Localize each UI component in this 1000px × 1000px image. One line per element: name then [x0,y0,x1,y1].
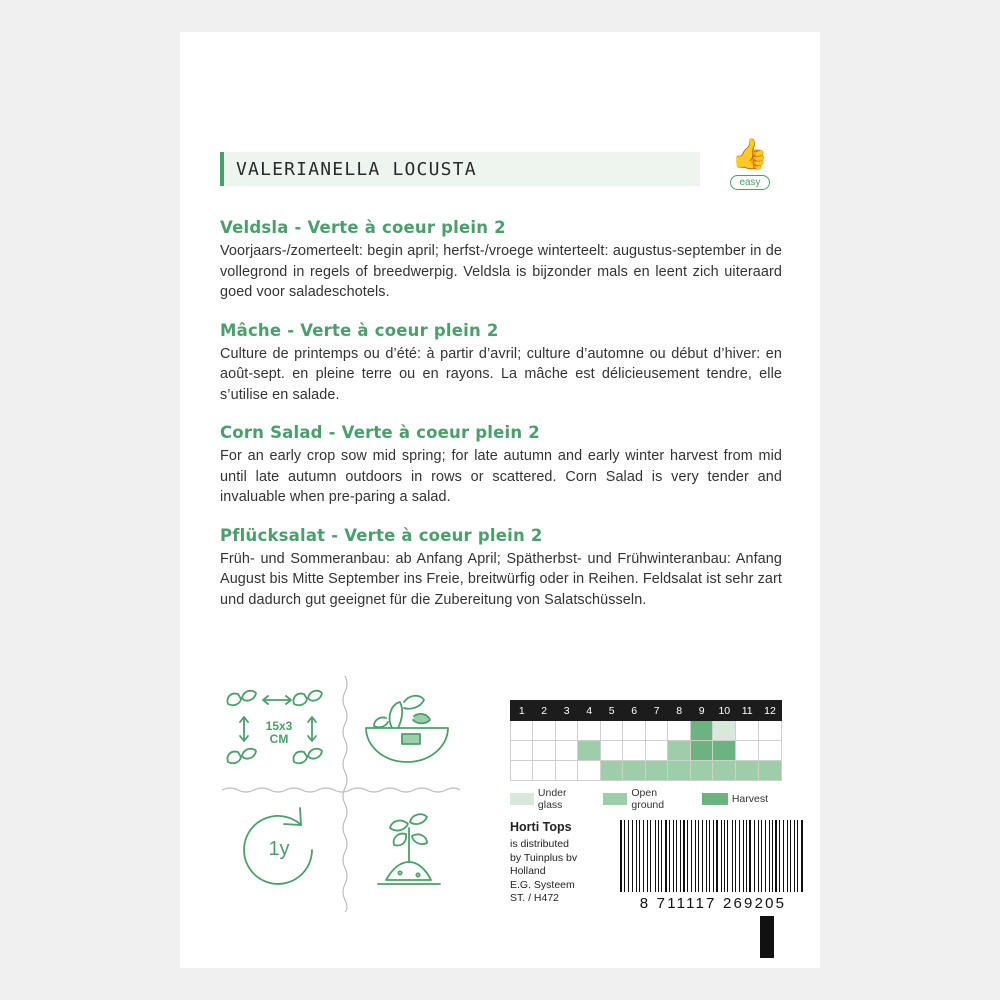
crop-name-de: Pflücksalat [220,525,326,545]
spacing-unit: CM [269,732,289,746]
language-body-en: For an early crop sow mid spring; for late autumn and early winter harvest from mid until late autumn outdoors in rows or scattered. Corn Salad is very tender and invaluable when pre-paring a salad. [220,448,782,505]
latin-name: VALERIANELLA LOCUSTA [236,158,477,180]
barcode-bars [620,820,806,892]
barcode-bar [656,820,657,892]
barcode-bar [754,820,755,892]
barcode-bar [797,820,798,892]
barcode-bar [749,820,750,892]
calendar-cell-empty [511,721,533,741]
barcode-bar [739,820,741,892]
barcode-bar [778,820,779,892]
barcode-bar [689,820,690,892]
language-body-de: Früh- und Sommeranbau: ab Anfang April; Spätherbst- und Frühwinteranbau: Anfang August bis Mitte September ins Freie, breitwürfig oder in Reihen. Feldsalat ist sehr zart und dadurch gut geeignet für die Zubereitung von Salatschüsseln. [220,550,782,608]
legend-item-harvest [702,793,768,805]
brand-line: Holland [510,865,546,877]
language-block-fr [220,321,782,406]
barcode-bar [713,820,714,892]
seedling-in-soil-icon [348,794,466,906]
calendar-cell-empty [555,721,577,741]
brand-line: E.G. Systeem [510,878,575,891]
print-register-mark [760,916,774,958]
barcode-bar [634,820,635,892]
barcode-bar [624,820,625,892]
barcode-bar [676,820,678,892]
sowing-calendar [510,700,782,811]
crop-name-en: Corn Salad [220,423,323,442]
cultivar-name-nl: Verte à coeur plein 2 [307,218,506,237]
month-header: 12 [759,701,782,721]
barcode-bar [706,820,707,892]
calendar-legend [510,787,782,811]
calendar-cell-open [578,741,600,761]
barcode-bar [636,820,637,892]
language-title-de [220,526,782,545]
barcode-number: 8 711117 269205 [639,895,787,912]
barcode-bar [669,820,670,892]
barcode-bar [647,820,648,892]
barcode-bar [698,820,699,892]
calendar-cell-empty [533,741,555,761]
calendar-cell-empty [736,721,759,741]
barcode-bar [733,820,734,892]
calendar-cell-empty [600,721,622,741]
calendar-cell-empty [578,721,600,741]
header [220,138,782,200]
barcode-bar [772,820,773,892]
legend-label-open: Open ground [631,787,665,811]
barcode-bar [735,820,736,892]
calendar-cell-empty [555,741,577,761]
barcode-bar [691,820,693,892]
barcode-bar [787,820,788,892]
pictogram-spacing [220,672,338,784]
calendar-cell-empty [736,741,759,761]
barcode-bar [711,820,712,892]
barcode-bar [658,820,659,892]
calendar-cell-open [668,761,690,781]
barcode-bar [755,820,757,892]
barcode-bar [737,820,738,892]
calendar-cell-open [736,761,759,781]
legend-label-harvest: Harvest [731,793,768,805]
barcode-bar [774,820,775,892]
barcode-bar [629,820,631,892]
cultivar-name-en: Verte à coeur plein 2 [341,423,540,442]
barcode-bar [783,820,784,892]
barcode-bar [661,820,662,892]
barcode-bar [643,820,644,892]
calendar-cell-empty [668,721,690,741]
barcode-bar [762,820,764,892]
wavy-divider-horizontal [222,786,468,794]
barcode-bar [789,820,790,892]
calendar-cell-open [600,761,622,781]
language-block-en [220,423,782,508]
month-header: 2 [533,701,555,721]
crop-name-fr: Mâche [220,320,282,340]
legend-swatch-harvest [702,793,728,805]
barcode-bar [620,820,622,892]
barcode-bar [663,820,664,892]
crop-name-nl: Veldsla [220,218,289,237]
month-header: 1 [511,701,533,721]
barcode-bar [724,820,725,892]
barcode-bar [804,820,805,892]
cultivar-name-de: Verte à coeur plein 2 [344,525,543,545]
language-title-fr [220,321,782,340]
barcode-bar [680,820,681,892]
calendar-row [511,721,782,741]
barcode-bar [645,820,646,892]
month-header: 8 [668,701,690,721]
barcode-bar [752,820,753,892]
calendar-cell-empty [511,761,533,781]
barcode-bar [673,820,674,892]
barcode-bar [709,820,710,892]
legend-item-open [603,787,687,811]
barcode-bar [682,820,683,892]
calendar-body [511,721,782,781]
calendar-cell-glass [713,721,736,741]
easy-badge-label: easy [730,175,769,190]
barcode-bar [671,820,672,892]
calendar-cell-open [645,761,667,781]
barcode-bar [775,820,777,892]
calendar-cell-empty [759,721,782,741]
barcode-bar [632,820,633,892]
title-separator-de: - [325,525,345,545]
barcode-bar [792,820,794,892]
barcode-bar [639,820,641,892]
barcode-bar [726,820,727,892]
barcode-bar [796,820,797,892]
month-header: 4 [578,701,600,721]
calendar-cell-empty [511,741,533,761]
barcode-bar [626,820,627,892]
month-header: 7 [645,701,667,721]
barcode-bar [743,820,744,892]
barcode-bar [785,820,786,892]
shelf-life-label: 1y [268,838,290,860]
calendar-cell-harvest [690,741,712,761]
barcode-bar [767,820,768,892]
calendar-cell-harvest [690,721,712,741]
info-area [220,672,787,922]
calendar-table [510,700,782,781]
barcode-bar [801,820,803,892]
calendar-cell-empty [645,721,667,741]
pictogram-sowing [348,794,466,906]
barcode-bar [695,820,696,892]
barcode-bar [722,820,723,892]
calendar-cell-empty [533,761,555,781]
barcode-bar [650,820,651,892]
barcode-bar [779,820,780,892]
barcode-bar [758,820,759,892]
month-header: 10 [713,701,736,721]
barcode-bar [790,820,791,892]
barcode-bar [659,820,660,892]
calendar-cell-empty [623,721,645,741]
legend-swatch-open [603,793,627,805]
barcode-bar [678,820,679,892]
barcode-bar [741,820,742,892]
calendar-cell-empty [533,721,555,741]
language-block-nl [220,218,782,303]
barcode-bar [732,820,733,892]
calendar-row [511,741,782,761]
legend-swatch-glass [510,793,534,805]
calendar-cell-open [713,761,736,781]
barcode-bar [794,820,795,892]
language-title-nl [220,218,782,237]
barcode-bar [719,820,720,892]
legend-label-glass: Under glass [537,787,567,811]
calendar-cell-empty [759,741,782,761]
barcode-bar [759,820,760,892]
barcode-bar [628,820,629,892]
calendar-cell-empty [578,761,600,781]
barcode-bar [727,820,728,892]
calendar-cell-open [623,761,645,781]
calendar-cell-empty [555,761,577,781]
barcode-bar [655,820,656,892]
barcode-bar [765,820,766,892]
salad-bowl-icon [348,672,466,784]
barcode-bar [799,820,800,892]
spacing-label [220,720,338,746]
calendar-cell-open [690,761,712,781]
pictogram-salad-bowl [348,672,466,784]
barcode-bar [746,820,747,892]
barcode-bar [693,820,694,892]
language-body-fr: Culture de printemps ou d’été: à partir d’avril; culture d’automne ou début d’hiver: en août-sept. en pleine terre ou en rayons. La mâche est délicieusement tendre, elle s’utilise en salade. [220,345,782,403]
latin-name-bar [220,152,700,186]
brand-line: ST. / H472 [510,892,560,904]
seed-packet-back [180,32,820,968]
barcode-bar [683,820,684,892]
barcode-bar [708,820,709,892]
barcode-bar [770,820,771,892]
cultivar-name-fr: Verte à coeur plein 2 [300,320,499,340]
month-header: 5 [600,701,622,721]
barcode-bar [748,820,749,892]
barcode-bar [704,820,706,892]
language-title-en [220,423,782,442]
barcode-bar [652,820,654,892]
calendar-header-row [511,701,782,721]
barcode-bar [700,820,701,892]
month-header: 6 [623,701,645,721]
calendar-cell-open [759,761,782,781]
barcode-bar [702,820,703,892]
pictogram-shelf-life [220,794,338,906]
barcode-bar [687,820,688,892]
barcode-bar [721,820,722,892]
barcode-bar [716,820,718,892]
barcode-bar [781,820,782,892]
barcode-bar [665,820,667,892]
barcode-bar [696,820,697,892]
month-header: 9 [690,701,712,721]
brand-line: by Tuinplus bv [510,851,578,864]
language-block-de [220,526,782,611]
barcode-bar [686,820,687,892]
brand-line: is distributed [510,838,569,850]
barcode-bar [668,820,669,892]
calendar-cell-empty [600,741,622,761]
month-header: 11 [736,701,759,721]
title-separator-nl: - [288,218,308,237]
barcode-bar [648,820,649,892]
barcode-block [620,820,806,912]
brand-block [510,820,630,906]
month-header: 3 [555,701,577,721]
language-body-nl: Voorjaars-/zomerteelt: begin april; herfst-/vroege winterteelt: augustus-september in de vollegrond in regels of breedwerpig. Veldsla is bijzonder mals en leent zich uiteraard goed voor saladeschotels. [220,243,782,300]
barcode-bar [637,820,638,892]
barcode-bar [769,820,770,892]
thumbs-up-icon: 👍 [731,138,769,171]
brand-name: Horti Tops [510,820,572,834]
spacing-value: 15x3 [265,719,293,733]
barcode-bar [729,820,731,892]
barcode-bar [744,820,745,892]
calendar-row [511,761,782,781]
barcode-bar [674,820,675,892]
barcode-bar [761,820,762,892]
calendar-cell-empty [645,741,667,761]
title-separator-en: - [322,423,342,442]
easy-badge [718,138,782,204]
calendar-cell-empty [623,741,645,761]
barcode-bar [641,820,642,892]
title-separator-fr: - [281,320,301,340]
packet-content [220,138,782,610]
barcode-bar [714,820,715,892]
barcode-bar [623,820,624,892]
calendar-cell-harvest [713,741,736,761]
calendar-cell-open [668,741,690,761]
pictogram-grid [220,672,470,922]
legend-item-glass [510,787,589,811]
